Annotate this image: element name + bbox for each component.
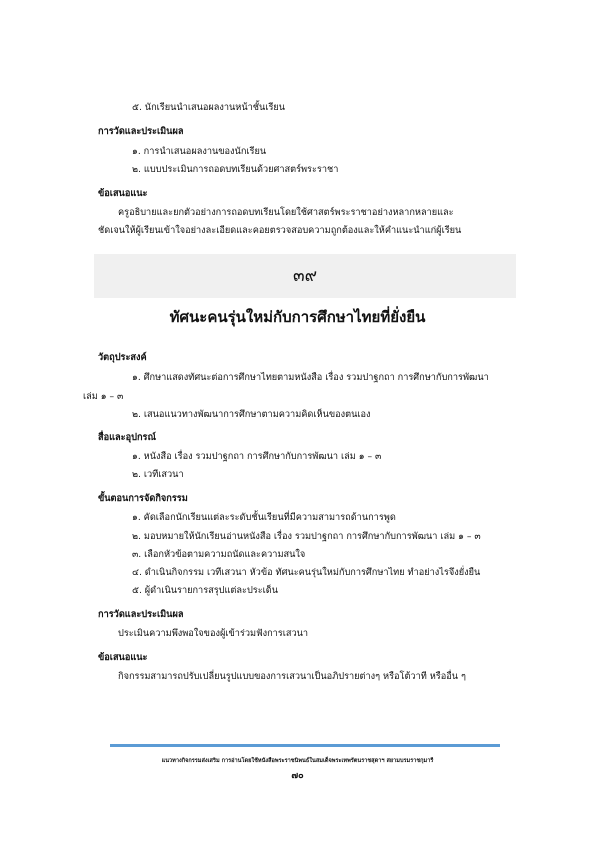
- suggestion-heading: ข้อเสนอแนะ: [98, 652, 148, 663]
- step-item: ๕. นักเรียนนำเสนอผลงานหน้าชั้นเรียน: [132, 102, 286, 113]
- list-item: ๒. เวทีเสวนา: [132, 469, 184, 480]
- list-item: ๑. การนำเสนอผลงานของนักเรียน: [132, 146, 267, 157]
- list-item: ๒. มอบหมายให้นักเรียนอ่านหนังสือ เรื่อง รวมปาฐกถา การศึกษากับการพัฒนา เล่ม ๑ – ๓: [132, 531, 481, 542]
- paragraph-line: กิจกรรมสามารถปรับเปลี่ยนรูปแบบของการเสวนาเป็นอภิปรายต่างๆ หรือโต้วาที หรืออื่น ๆ: [118, 671, 466, 682]
- paragraph-line: ชัดเจนให้ผู้เรียนเข้าใจอย่างละเอียดและคอยตรวจสอบความถูกต้องและให้คำแนะนำแก่ผู้เรียน: [98, 225, 462, 236]
- list-item: ๔. ดำเนินกิจกรรม เวทีเสวนา หัวข้อ ทัศนะคนรุ่นใหม่กับการศึกษาไทย ทำอย่างไรจึงยั่งยืน: [132, 567, 481, 578]
- steps-heading: ขั้นตอนการจัดกิจกรรม: [98, 493, 188, 504]
- list-item: ๑. หนังสือ เรื่อง รวมปาฐกถา การศึกษากับการพัฒนา เล่ม ๑ – ๓: [132, 451, 382, 462]
- section-number-band: [94, 254, 516, 298]
- section-heading: ข้อเสนอแนะ: [98, 188, 148, 199]
- list-item: ๒. แบบประเมินการถอดบทเรียนด้วยศาสตร์พระราชา: [132, 164, 339, 175]
- section-number: ๓๙: [292, 266, 318, 286]
- list-item-continuation: เล่ม ๑ – ๓: [83, 391, 124, 402]
- paragraph-line: ประเมินความพึงพอใจของผู้เข้าร่วมฟังการเสวนา: [118, 628, 309, 639]
- section-heading: การวัดและประเมินผล: [98, 126, 184, 137]
- list-item: ๑. คัดเลือกนักเรียนแต่ละระดับชั้นเรียนที่มีความสามารถด้านการพูด: [132, 512, 396, 523]
- evaluation-heading: การวัดและประเมินผล: [98, 609, 184, 620]
- page-title: ทัศนะคนรุ่นใหม่กับการศึกษาไทยที่ยั่งยืน: [169, 308, 426, 326]
- list-item: ๕. ผู้ดำเนินรายการสรุปแต่ละประเด็น: [132, 585, 279, 596]
- media-heading: สื่อและอุปกรณ์: [98, 432, 156, 443]
- paragraph-line: ครูอธิบายและยกตัวอย่างการถอดบทเรียนโดยใช้ศาสตร์พระราชาอย่างหลากหลายและ: [118, 207, 454, 218]
- objectives-heading: วัตถุประสงค์: [98, 352, 147, 363]
- list-item: ๒. เสนอแนวทางพัฒนาการศึกษาตามความคิดเห็นของตนเอง: [132, 409, 371, 420]
- footer-text: แนวทางกิจกรรมส่งเสริม การอ่านโดยใช้หนังสือพระราชนิพนธ์ในสมเด็จพระเทพรัตนราชสุดาฯ สยามบรมราชกุมารี: [161, 758, 434, 764]
- list-item: ๓. เลือกหัวข้อตามความถนัดและความสนใจ: [132, 549, 306, 560]
- footer-divider: [110, 744, 500, 747]
- list-item: ๑. ศึกษาแสดงทัศนะต่อการศึกษาไทยตามหนังสือ เรื่อง รวมปาฐกถา การศึกษากับการพัฒนา: [132, 372, 489, 383]
- page-number: ๗๐: [291, 771, 304, 781]
